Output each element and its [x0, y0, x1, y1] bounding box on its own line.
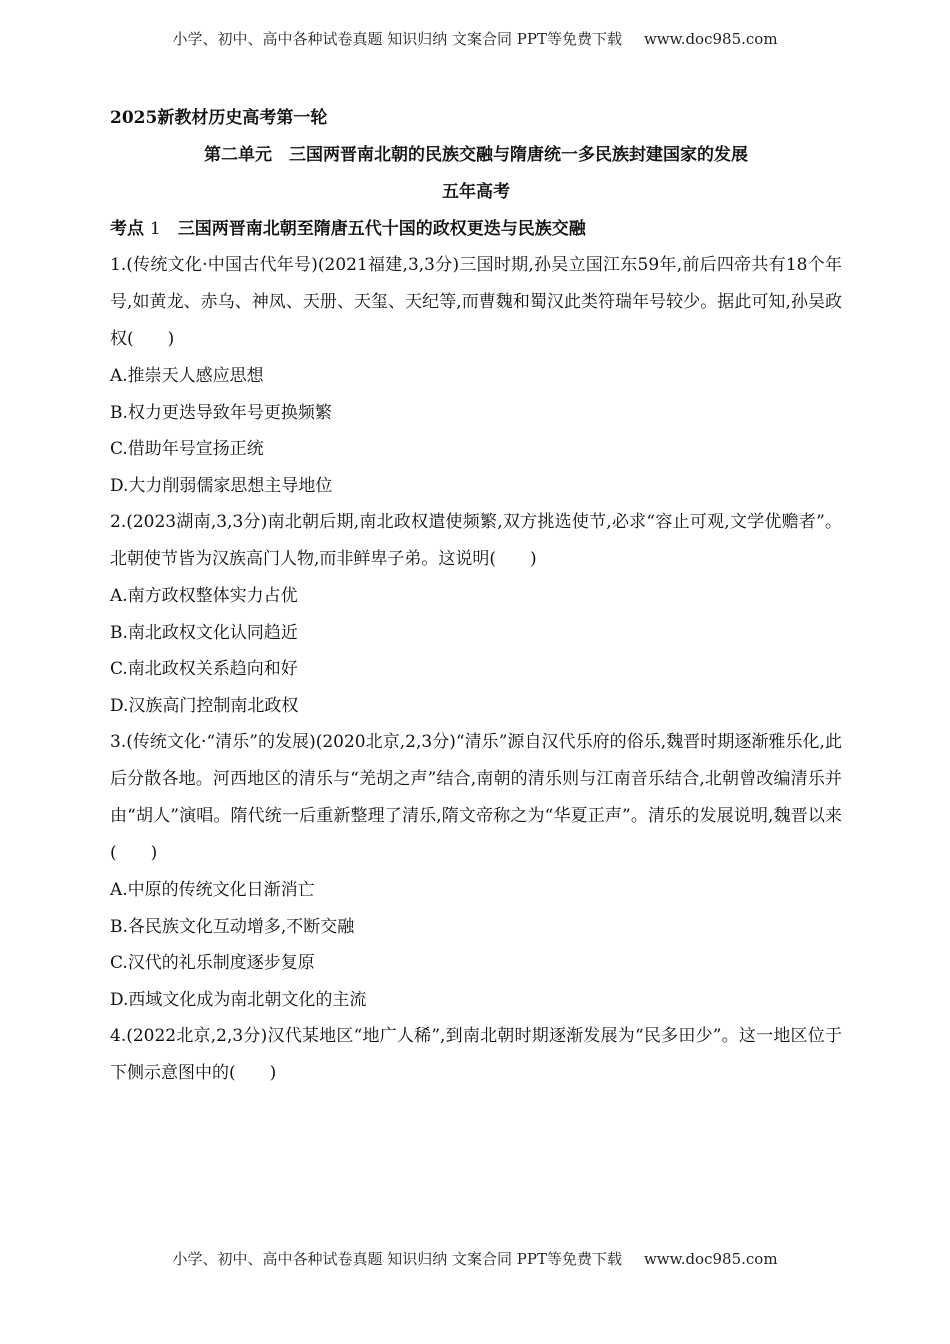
question-stem: 2.(2023湖南,3,3分)南北朝后期,南北政权遣使频繁,双方挑选使节,必求“容止可观,文学优赡者”。北朝使节皆为汉族高门人物,而非鲜卑子弟。这说明( ) — [110, 512, 842, 569]
question-2 — [110, 504, 842, 724]
option-c: C.借助年号宣扬正统 — [110, 439, 264, 459]
question-stem: 4.(2022北京,2,3分)汉代某地区“地广人稀”,到南北朝时期逐渐发展为“民多田少”。这一地区位于下侧示意图中的( ) — [110, 1026, 842, 1083]
option-d: D.汉族高门控制南北政权 — [110, 695, 299, 716]
question-stem: 3.(传统文化·“清乐”的发展)(2020北京,2,3分)“清乐”源自汉代乐府的俗乐,魏晋时期逐渐雅乐化,此后分散各地。河西地区的清乐与“羌胡之声”结合,南朝的清乐则与江南音乐结合,北朝曾改编清乐并由“胡人”演唱。隋代统一后重新整理了清乐,隋文帝称之为“华夏正声”。清乐的发展说明,魏晋以来( ) — [110, 732, 842, 863]
section-title: 五年高考 — [442, 182, 510, 202]
header-url[interactable]: www.doc985.com — [643, 30, 778, 48]
footer-url[interactable]: www.doc985.com — [643, 1250, 778, 1268]
question-stem: 1.(传统文化·中国古代年号)(2021福建,3,3分)三国时期,孙吴立国江东59年,前后四帝共有18个年号,如黄龙、赤乌、神凤、天册、天玺、天纪等,而曹魏和蜀汉此类符瑞年号较少。据此可知,孙吴政权( ) — [110, 255, 842, 349]
option-c: C.南北政权关系趋向和好 — [110, 659, 298, 679]
kaodian-number: 1 — [149, 219, 161, 239]
option-c: C.汉代的礼乐制度逐步复原 — [110, 953, 315, 973]
kaodian-text: 三国两晋南北朝至隋唐五代十国的政权更迭与民族交融 — [177, 219, 586, 239]
option-d: D.大力削弱儒家思想主导地位 — [110, 475, 333, 496]
kaodian-label: 考点 — [110, 219, 144, 239]
footer-text: 小学、初中、高中各种试卷真题 知识归纳 文案合同 PPT等免费下载 — [172, 1250, 622, 1268]
question-4 — [110, 1018, 842, 1092]
option-a: A.中原的传统文化日渐消亡 — [110, 880, 315, 900]
page-footer — [0, 1248, 950, 1269]
question-3 — [110, 724, 842, 1018]
option-a: A.南方政权整体实力占优 — [110, 586, 298, 606]
page-header — [0, 28, 950, 49]
doc-title: 2025新教材历史高考第一轮 — [110, 108, 328, 128]
option-b: B.南北政权文化认同趋近 — [110, 622, 298, 643]
header-text: 小学、初中、高中各种试卷真题 知识归纳 文案合同 PPT等免费下载 — [172, 30, 622, 48]
option-a: A.推崇天人感应思想 — [110, 366, 264, 386]
unit-title: 第二单元 三国两晋南北朝的民族交融与隋唐统一多民族封建国家的发展 — [204, 145, 748, 165]
question-1 — [110, 247, 842, 504]
kaodian-heading — [110, 211, 842, 247]
document-body — [110, 100, 842, 1092]
option-b: B.各民族文化互动增多,不断交融 — [110, 916, 355, 937]
option-b: B.权力更迭导致年号更换频繁 — [110, 402, 332, 423]
option-d: D.西域文化成为南北朝文化的主流 — [110, 989, 367, 1010]
